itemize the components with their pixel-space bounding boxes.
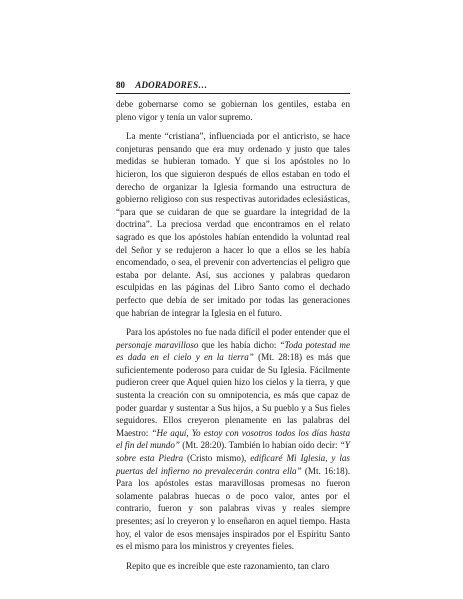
text-segment: (Mt. 16:18). Para los apóstoles estas maravillosas promesas no fueron solamente palabras huecas o de poco valor, antes por el contrario, fueron y son palabras vivas y reales siempre presentes; así lo creyeron y lo enseñaron en aquel tiempo. Hasta hoy, el valor de esos mensajes inspirados por el Espíritu Santo es el mismo para los ministros y creyentes fieles. xyxy=(116,465,350,552)
paragraph xyxy=(116,98,350,123)
text-segment: (Cristo mismo), xyxy=(183,453,251,464)
italic-text-segment: “Toda potestad me es dada en el cielo y en la tierra” xyxy=(116,339,350,363)
paragraph xyxy=(116,560,350,573)
page-number: 80 xyxy=(116,80,125,90)
italic-text-segment: edificaré Mi Iglesia, y las puertas del infierno no prevalecerán contra ella” xyxy=(116,453,350,476)
italic-text-segment: personaje maravilloso xyxy=(116,339,199,350)
paragraph xyxy=(116,130,350,319)
text-segment: (Mt. 28:18) es más que suficientemente poderoso para cuidar de Su Iglesia. Fácilmente pudieron creer que Aquel quien hizo los cielos y la tierra, y que sustenta la creación con su omnipotencia, es más que capaz de poder guardar y sustentar a Sus hijos, a Su pueblo y a Sus fieles seguidores. Ellos creyeron plenamente en las palabras del Maestro: xyxy=(116,352,350,438)
text-segment: debe gobernarse como se gobiernan los gentiles, estaba en pleno vigor y tenía un valor supremo. xyxy=(116,99,350,122)
text-segment: que les había dicho: xyxy=(198,339,280,350)
text-segment: La mente “cristiana”, influenciada por el anticristo, se hace conjeturas pensando que era muy ordenado y justo que tales medidas se hubieran tomado. Y que si los apóstoles no lo hicieron, los que siguieron después de ellos estaban en todo el derecho de organizar la Iglesia formando una estructura de gobierno religioso con sus respectivas autoridades eclesiásticas, “para que se cuidaran de que se guardare la integridad de la doctrina”. La preciosa verdad que encontramos en el relato sagrado es que los apóstoles habían entendido la voluntad real del Señor y se redujeron a hacer lo que a ellos se les había encomendado, o sea, el prevenir con advertencias el peligro que estaba por delante. Así, sus acciones y palabras quedaron esculpidas en las páginas del Libro Santo como el dechado perfecto que debía de ser imitado por todas las generaciones que habrían de integrar la Iglesia en el futuro. xyxy=(116,131,350,318)
text-segment: (Mt. 28:20). También lo habían oído decir: xyxy=(179,440,340,451)
running-title: ADORADORES… xyxy=(135,80,208,90)
italic-text-segment: “Y sobre esta Piedra xyxy=(116,440,350,464)
paragraph xyxy=(116,326,350,553)
text-segment: Para los apóstoles no fue nada difícil el poder entender que el xyxy=(126,327,350,338)
page-header xyxy=(116,79,350,94)
body-text xyxy=(116,98,350,572)
italic-text-segment: “He aquí, Yo estoy con vosotros todos los días hasta el fin del mundo” xyxy=(116,427,350,451)
text-segment: Repito que es increíble que este razonamiento, tan claro xyxy=(126,560,330,571)
